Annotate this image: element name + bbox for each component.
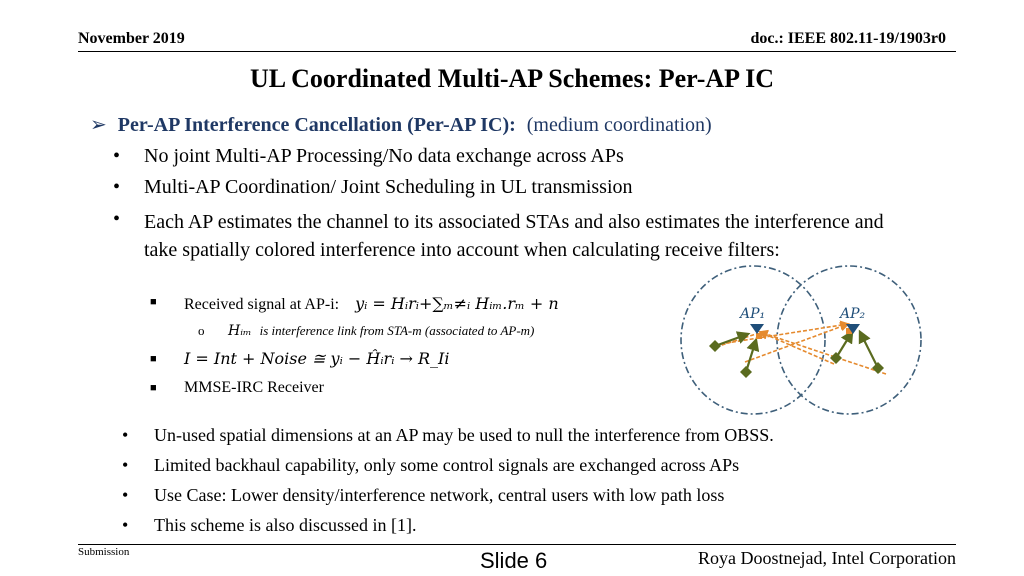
footer-left: Submission <box>78 546 130 558</box>
bullet-dot-icon: • <box>113 176 121 198</box>
bullet-dot-icon: • <box>113 145 121 167</box>
bullet-bottom-3: Use Case: Lower density/interference network, central users with low path loss <box>154 485 725 505</box>
bullet-dot-icon: • <box>122 425 129 445</box>
sta-links <box>715 332 878 372</box>
header-doc-id: doc.: IEEE 802.11-19/1903r0 <box>750 30 946 47</box>
footer-author: Roya Doostnejad, Intel Corporation <box>698 548 956 568</box>
ap-diagram <box>660 262 940 422</box>
sta-marker <box>740 366 752 378</box>
interference-links <box>716 324 886 374</box>
bullet-1: No joint Multi-AP Processing/No data exchange across APs <box>144 145 624 167</box>
ap2-coverage-circle <box>777 266 921 414</box>
mmse-receiver: MMSE-IRC Receiver <box>184 379 324 396</box>
h-note: is interference link from STA-m (associated to AP-m) <box>259 323 535 338</box>
header-rule <box>78 51 956 52</box>
square-bullet-icon: ■ <box>150 353 157 365</box>
bullet-2: Multi-AP Coordination/ Joint Scheduling in UL transmission <box>144 176 633 198</box>
sta-markers <box>709 340 884 378</box>
arrow-bullet-icon: ➢ <box>90 114 107 136</box>
sta-marker <box>709 340 721 352</box>
square-bullet-icon: ■ <box>150 382 157 394</box>
interference-equation: I = Int + Noise ≅ yᵢ − Ĥᵢrᵢ → R_Ii <box>184 349 450 368</box>
h-symbol: Hᵢₘ <box>228 323 252 339</box>
square-bullet-icon: ■ <box>150 296 157 308</box>
section-note: (medium coordination) <box>526 114 712 136</box>
header-date: November 2019 <box>78 30 185 47</box>
slide-number: Slide 6 <box>480 548 548 573</box>
received-label: Received signal at AP-i: <box>184 296 340 313</box>
bullet-bottom-2: Limited backhaul capability, only some control signals are exchanged across APs <box>154 455 740 475</box>
bullet-dot-icon: • <box>122 515 129 535</box>
sta-marker <box>872 362 884 374</box>
bullet-3: Each AP estimates the channel to its associated STAs and also estimates the interference and take spatially colored interference into account when calculating receive filters: <box>144 211 884 261</box>
bullet-dot-icon: • <box>122 455 129 475</box>
slide-title: UL Coordinated Multi-AP Schemes: Per-AP IC <box>249 64 775 93</box>
bullet-bottom-4: This scheme is also discussed in [1]. <box>154 515 417 535</box>
bullet-dot-icon: • <box>113 208 121 230</box>
circle-bullet-icon: o <box>198 323 205 338</box>
section-heading-row <box>90 112 712 137</box>
received-equation: yᵢ = Hᵢrᵢ+∑ₘ≠ᵢ Hᵢₘ.rₘ + n <box>355 294 559 313</box>
ap2-label: AP₂ <box>840 306 866 322</box>
bullet-dot-icon: • <box>122 485 129 505</box>
footer-rule <box>78 544 956 545</box>
section-heading: Per-AP Interference Cancellation (Per-AP IC): <box>117 114 516 136</box>
bullet-bottom-1: Un-used spatial dimensions at an AP may be used to null the interference from OBSS. <box>154 425 774 445</box>
received-signal-row <box>184 294 559 314</box>
h-note-row <box>228 322 534 340</box>
ap1-receive-point <box>756 333 762 339</box>
ap1-label: AP₁ <box>740 306 766 322</box>
